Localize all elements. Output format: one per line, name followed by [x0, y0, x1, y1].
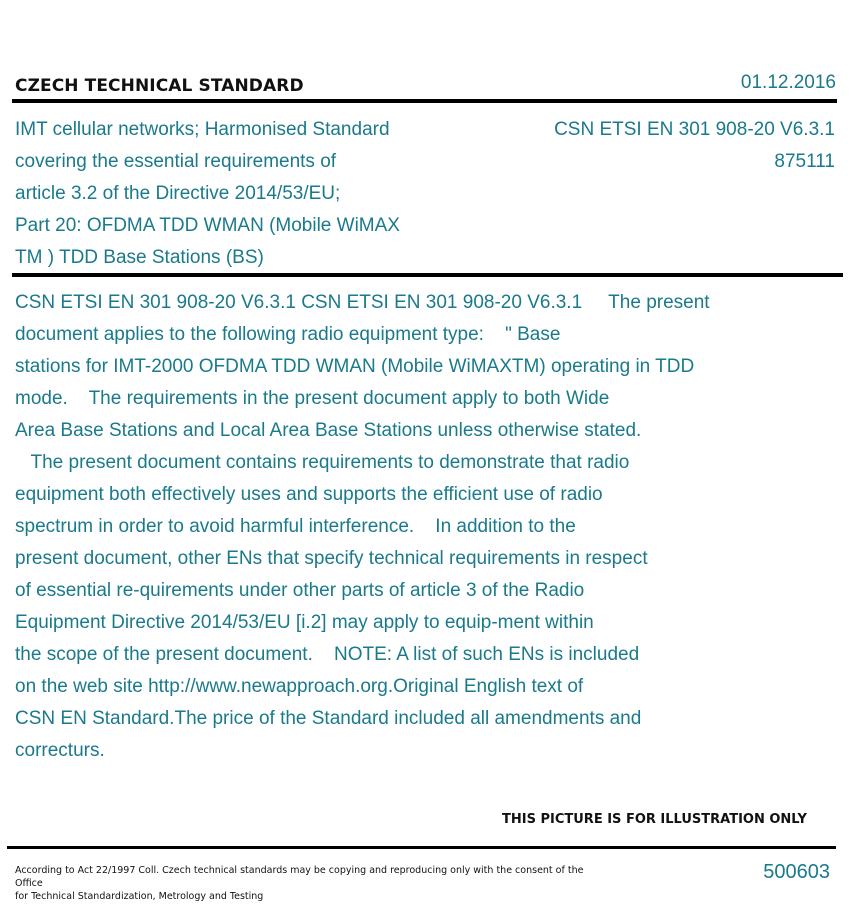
abstract-line: stations for IMT-2000 OFDMA TDD WMAN (Mobile WiMAXTM) operating in TDD	[15, 356, 695, 377]
standard-title-line: covering the essential requirements of	[15, 151, 337, 172]
abstract-line: Equipment Directive 2014/53/EU [i.2] may apply to equip-ment within	[15, 612, 594, 633]
abstract-line: CSN ETSI EN 301 908-20 V6.3.1 CSN ETSI EN 301 908-20 V6.3.1 The present	[15, 292, 710, 313]
standard-title-line: TM ) TDD Base Stations (BS)	[15, 247, 264, 268]
abstract-line: The present document contains requirements to demonstrate that radio	[15, 452, 630, 473]
publication-date: 01.12.2016	[740, 72, 836, 93]
abstract-line: equipment both effectively uses and supports the efficient use of radio	[15, 484, 603, 505]
title-divider	[12, 273, 843, 277]
abstract-line: spectrum in order to avoid harmful interference. In addition to the	[15, 516, 576, 537]
footer-code: 500603	[763, 861, 830, 883]
abstract-line: mode. The requirements in the present document apply to both Wide	[15, 388, 610, 409]
standard-identifier	[554, 114, 835, 178]
copyright-notice	[15, 864, 595, 903]
abstract-line: document applies to the following radio equipment type: " Base	[15, 324, 561, 345]
standard-title-line: Part 20: OFDMA TDD WMAN (Mobile WiMAX	[15, 215, 400, 236]
abstract-line: CSN EN Standard.The price of the Standard included all amendments and	[15, 708, 642, 729]
abstract-text	[15, 287, 815, 767]
standard-title-line: article 3.2 of the Directive 2014/53/EU;	[15, 183, 341, 204]
abstract-line: correcturs.	[15, 740, 105, 761]
abstract-line: on the web site http://www.newapproach.org.Original English text of	[15, 676, 584, 697]
document-category: CZECH TECHNICAL STANDARD	[15, 76, 304, 96]
header-divider	[12, 99, 837, 103]
illustration-disclaimer: THIS PICTURE IS FOR ILLUSTRATION ONLY	[502, 812, 807, 827]
copyright-notice-line: for Technical Standardization, Metrology and Testing	[15, 891, 264, 902]
abstract-line: present document, other ENs that specify technical requirements in respect	[15, 548, 648, 569]
footer-divider	[7, 846, 836, 849]
copyright-notice-line: According to Act 22/1997 Coll. Czech technical standards may be copying and reproducing only with the consent of the Office	[15, 865, 584, 889]
abstract-line: Area Base Stations and Local Area Base Stations unless otherwise stated.	[15, 420, 642, 441]
standard-title	[15, 114, 475, 274]
catalog-number: 875111	[774, 151, 835, 172]
abstract-line: the scope of the present document. NOTE: A list of such ENs is included	[15, 644, 640, 665]
standard-title-line: IMT cellular networks; Harmonised Standard	[15, 119, 390, 140]
abstract-line: of essential re-quirements under other parts of article 3 of the Radio	[15, 580, 585, 601]
standard-code: CSN ETSI EN 301 908-20 V6.3.1	[554, 119, 835, 140]
